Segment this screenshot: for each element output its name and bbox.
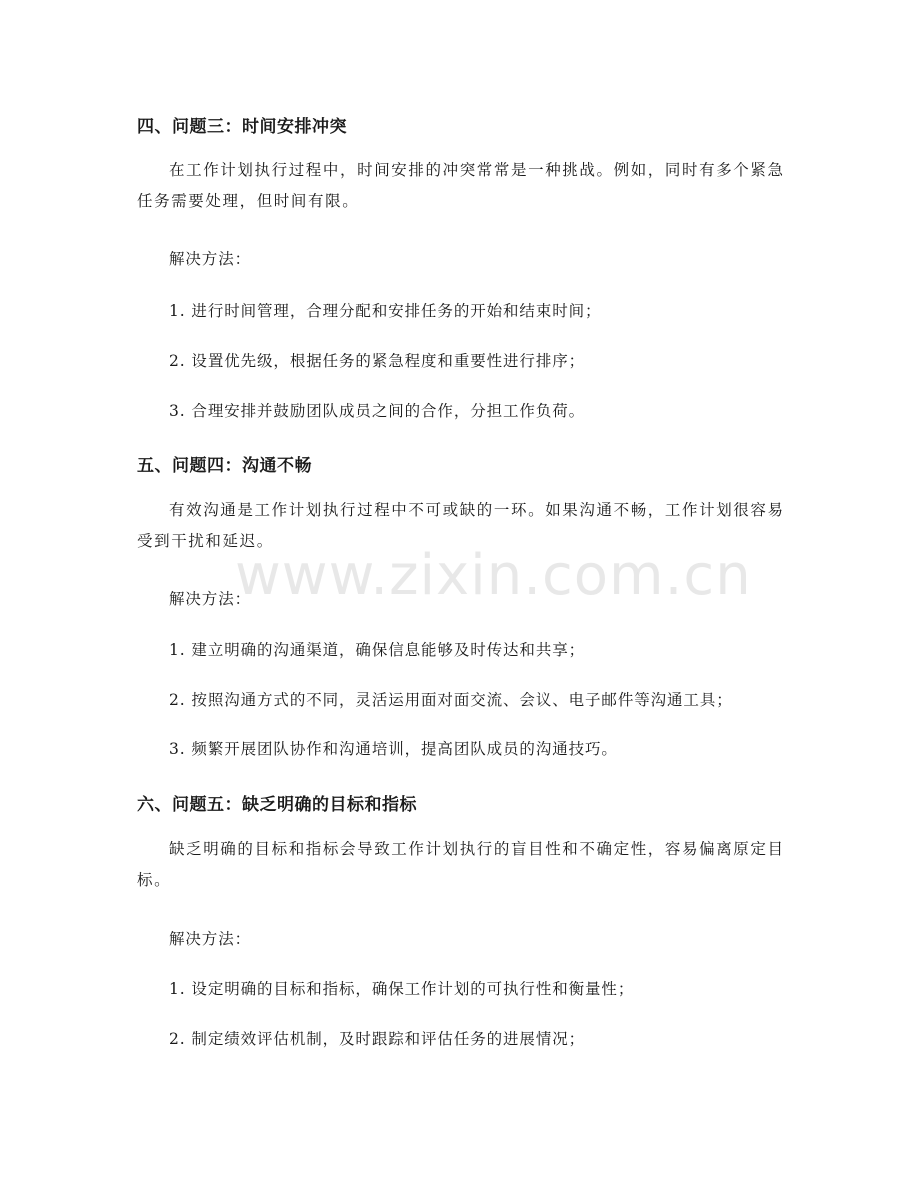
section-paragraph: 缺乏明确的目标和指标会导致工作计划执行的盲目性和不确定性，容易偏离原定目标。 — [137, 840, 785, 889]
section-heading: 六、问题五：缺乏明确的目标和指标 — [137, 795, 417, 815]
list-item: 3. 合理安排并鼓励团队成员之间的合作，分担工作负荷。 — [169, 402, 586, 420]
section-paragraph: 在工作计划执行过程中，时间安排的冲突常常是一种挑战。例如，同时有多个紧急任务需要处理，但时间有限。 — [137, 161, 785, 210]
list-item: 1. 建立明确的沟通渠道，确保信息能够及时传达和共享； — [169, 641, 586, 659]
watermark: www.zixin.com.cn — [235, 543, 752, 608]
solution-label: 解决方法： — [169, 590, 252, 608]
list-item: 2. 按照沟通方式的不同，灵活运用面对面交流、会议、电子邮件等沟通工具； — [169, 691, 733, 709]
section-heading: 四、问题三：时间安排冲突 — [137, 117, 347, 137]
list-item: 1. 设定明确的目标和指标，确保工作计划的可执行性和衡量性； — [169, 980, 635, 998]
list-item: 1. 进行时间管理，合理分配和安排任务的开始和结束时间； — [169, 302, 602, 320]
list-item: 2. 设置优先级，根据任务的紧急程度和重要性进行排序； — [169, 352, 586, 370]
solution-label: 解决方法： — [169, 250, 252, 268]
section-paragraph: 有效沟通是工作计划执行过程中不可或缺的一环。如果沟通不畅，工作计划很容易受到干扰和延迟。 — [137, 501, 785, 550]
section-heading: 五、问题四：沟通不畅 — [137, 456, 312, 476]
list-item: 2. 制定绩效评估机制，及时跟踪和评估任务的进展情况； — [169, 1030, 586, 1048]
solution-label: 解决方法： — [169, 930, 252, 948]
list-item: 3. 频繁开展团队协作和沟通培训，提高团队成员的沟通技巧。 — [169, 740, 618, 758]
